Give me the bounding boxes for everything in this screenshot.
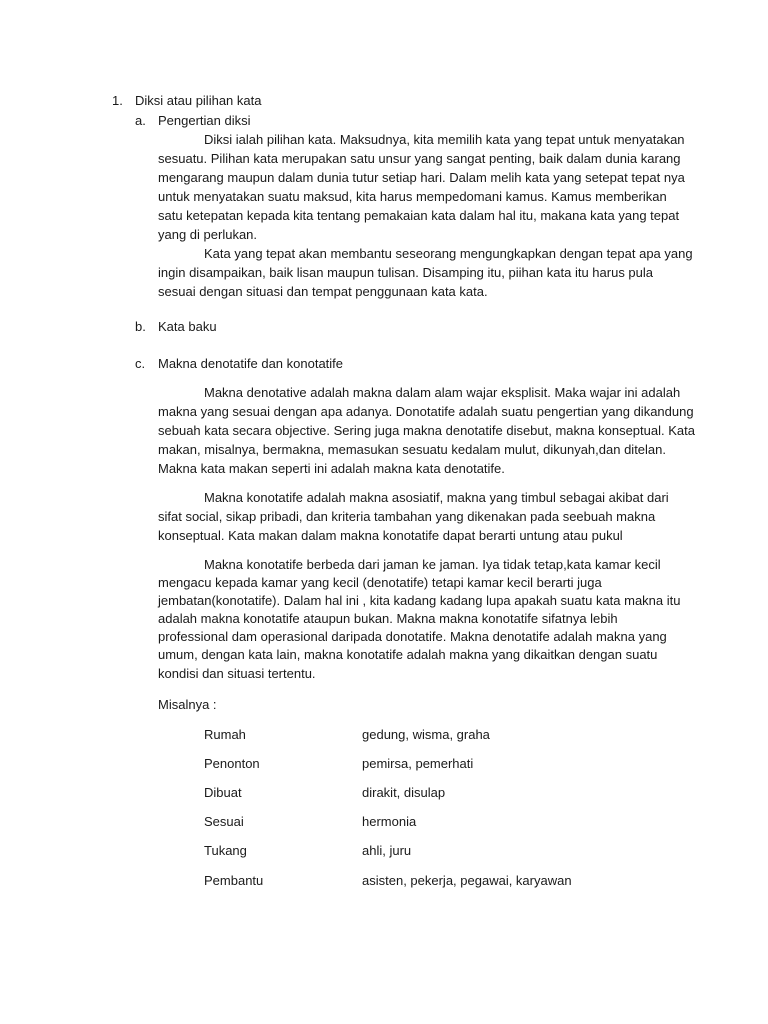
sub-a-para1-line: Diksi ialah pilihan kata. Maksudnya, kita memilih kata yang tepat untuk menyatakan — [204, 132, 685, 147]
example-synonyms: ahli, juru — [362, 843, 412, 858]
sub-c-para3-line: umum, dengan kata lain, makna konotatife adalah makna yang dikaitkan dengan suatu — [158, 647, 658, 662]
sub-c-para2-line: sifat social, sikap pribadi, dan kriteria tambahan yang dikenakan pada seebuah makna — [158, 509, 656, 524]
sub-a-para2-line: Kata yang tepat akan membantu seseorang mengungkapkan dengan tepat apa yang — [204, 246, 693, 261]
sub-c-para3-line: adalah makna konotatife ataupun bukan. Makna makna konotatife sifatnya lebih — [158, 611, 618, 626]
sub-a-marker: a. — [135, 113, 146, 128]
sub-c-para3-line: mengacu kepada kamar yang kecil (denotatife) tetapi kamar kecil berarti juga — [158, 575, 602, 590]
sub-a-para1-line: untuk menyatakan suatu maksud, kita harus mempedomani kamus. Kamus memberikan — [158, 189, 667, 204]
sub-c-marker: c. — [135, 356, 146, 371]
sub-c-para1-line: Makna kata makan seperti ini adalah makna kata denotatife. — [158, 461, 505, 476]
sub-c-para2-line: Makna konotatife adalah makna asosiatif, makna yang timbul sebagai akibat dari — [204, 490, 669, 505]
sub-a-para1-line: mengarang maupun dalam dunia tutur setiap hari. Dalam melih kata yang setepat tepat nya — [158, 170, 685, 185]
example-word: Tukang — [204, 843, 247, 858]
section-number: 1. — [112, 93, 123, 108]
example-synonyms: dirakit, disulap — [362, 785, 446, 800]
sub-a-para1-line: yang di perlukan. — [158, 227, 258, 242]
sub-c-para1-line: sebuah kata secara objective. Sering juga makna denotatife disebut, makna konseptual. Kata — [158, 423, 695, 438]
example-label: Misalnya : — [158, 697, 217, 712]
sub-b-marker: b. — [135, 319, 146, 334]
sub-a-para2-line: sesuai dengan situasi dan tempat penggunaan kata kata. — [158, 284, 488, 299]
example-word: Pembantu — [204, 873, 264, 888]
sub-c-para3-line: professional dam operasional daripada donotatife. Makna denotatife adalah makna yang — [158, 629, 667, 644]
sub-c-para1-line: Makna denotative adalah makna dalam alam wajar eksplisit. Maka wajar ini adalah — [204, 385, 681, 400]
example-word: Sesuai — [204, 814, 244, 829]
sub-c-para3-line: jembatan(konotatife). Dalam hal ini , kita kadang kadang lupa apakah suatu kata makna itu — [158, 593, 681, 608]
sub-c-para2-line: konseptual. Kata makan dalam makna konotatife dapat berarti untung atau pukul — [158, 528, 623, 543]
sub-c-para3-line: Makna konotatife berbeda dari jaman ke jaman. Iya tidak tetap,kata kamar kecil — [204, 557, 661, 572]
example-synonyms: gedung, wisma, graha — [362, 727, 490, 742]
example-synonyms: hermonia — [362, 814, 417, 829]
example-synonyms: asisten, pekerja, pegawai, karyawan — [362, 873, 572, 888]
example-word: Dibuat — [204, 785, 242, 800]
example-synonyms: pemirsa, pemerhati — [362, 756, 474, 771]
section-title: Diksi atau pilihan kata — [135, 93, 262, 108]
sub-c-title: Makna denotatife dan konotatife — [158, 356, 344, 371]
sub-c-para1-line: makan, misalnya, bermakna, memasukan sesuatu kedalam mulut, dikunyah,dan ditelan. — [158, 442, 666, 457]
sub-c-para3-line: kondisi dan situasi tertentu. — [158, 666, 316, 681]
example-word: Penonton — [204, 756, 260, 771]
sub-a-para1-line: sesuatu. Pilihan kata merupakan satu unsur yang sangat penting, baik dalam dunia karang — [158, 151, 681, 166]
sub-c-para1-line: makna yang sesuai dengan apa adanya. Donotatife adalah suatu pengertian yang dikandung — [158, 404, 694, 419]
sub-a-para1-line: satu ketepatan kepada kita tentang pemakaian kata dalam hal itu, makana kata yang tepat — [158, 208, 680, 223]
sub-a-para2-line: ingin disampaikan, baik lisan maupun tulisan. Disamping itu, piihan kata itu harus pula — [158, 265, 654, 280]
example-word: Rumah — [204, 727, 246, 742]
sub-a-title: Pengertian diksi — [158, 113, 251, 128]
sub-b-title: Kata baku — [158, 319, 217, 334]
